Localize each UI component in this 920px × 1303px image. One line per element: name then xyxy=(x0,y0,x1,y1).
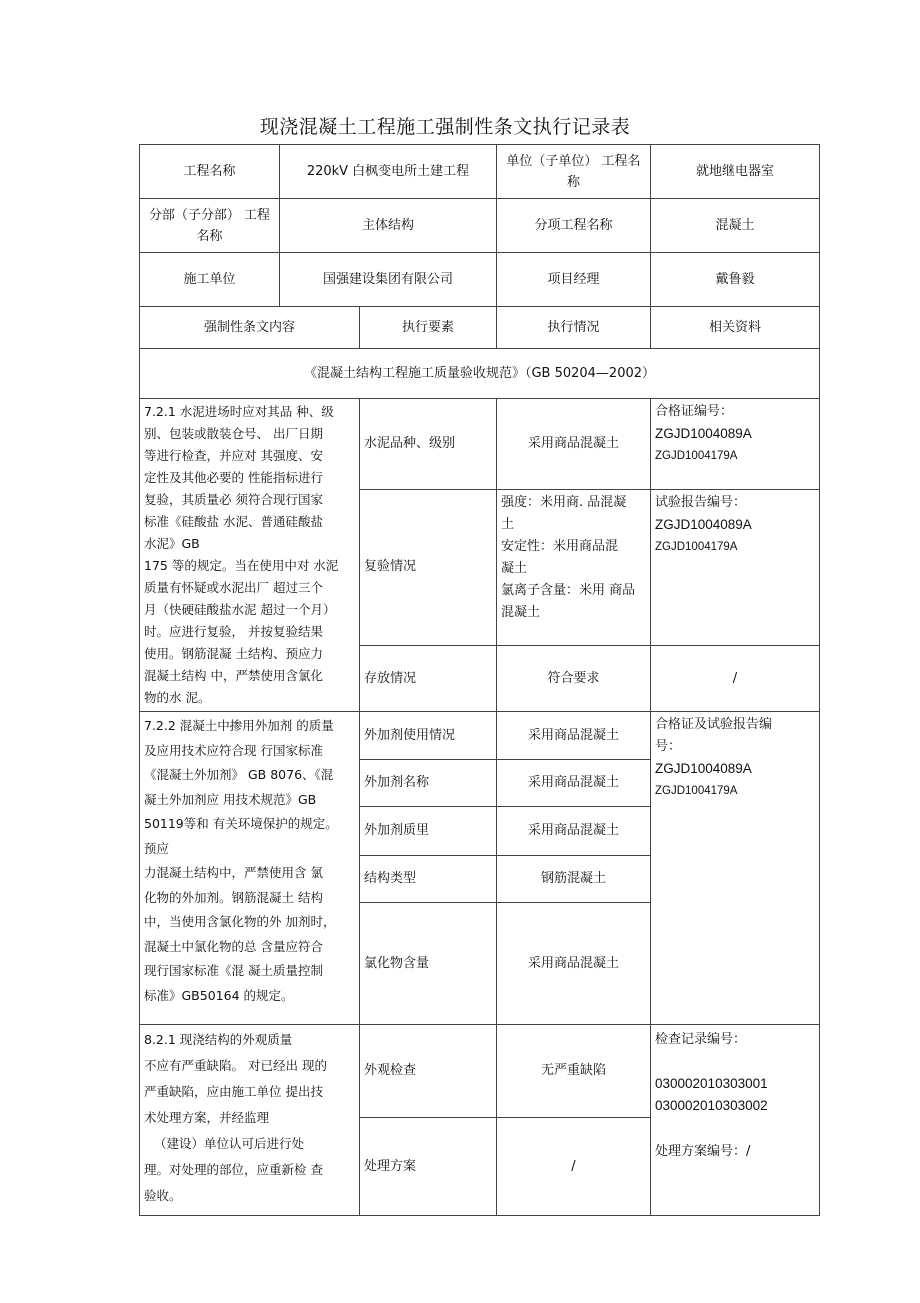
column-elements: 执行要素 xyxy=(360,307,497,349)
clause-7-2-1: 7.2.1 水泥进场时应对其品 种、级 别、包装或散装仓号、 出厂日期 等进行检查，并应对 其强度、安 定性及其他必要的 性能指标进行 复验，其质量必 须符合现行国家 标准《硅酸盐 水泥、普通硅酸盐 水泥》GB 175 等的规定。当在使用中对 水泥 质量有怀疑或水泥出厂 超过三个 月（快硬硅酸盐水泥 超过一个月） 时。应进行复验， 并按复验结果 使用。钢筋混凝 土结构、预应力 混凝土结构 中，严禁使用含氯化 物的水 泥。 xyxy=(140,399,360,712)
table-row xyxy=(140,1025,820,1118)
element-admixture-quality: 外加剂质里 xyxy=(360,807,497,856)
contractor-label: 施工单位 xyxy=(140,253,280,307)
clause-7-2-2: 7.2.2 混凝土中掺用外加剂 的质量 及应用技术应符合现 行国家标准 《混凝土外加剂》 GB 8076、《混 凝土外加剂应 用技术规范》GB 50119等和 有关环境保护的规定。 预应 力混凝土结构中，严禁使用含 氯 化物的外加剂。钢筋混凝土 结构 中，当使用含氯化物的外 加剂时， 混凝土中氯化物的总 含量应符合 现行国家标准《混 凝土质量控制 标准》GB50164 的规定。 xyxy=(140,712,360,1025)
element-cement-type: 水泥品种、级别 xyxy=(360,399,497,490)
element-structure-type: 结构类型 xyxy=(360,856,497,903)
status-admixture-name: 采用商品混凝土 xyxy=(497,760,651,807)
material-storage: / xyxy=(651,646,820,712)
standard-row xyxy=(140,349,820,399)
status-treatment-plan: / xyxy=(497,1118,651,1216)
contractor-value: 国强建设集团有限公司 xyxy=(280,253,497,307)
element-chloride: 氯化物含量 xyxy=(360,903,497,1025)
clause-8-2-1: 8.2.1 现浇结构的外观质量 不应有严重缺陷。 对已经出 现的 严重缺陷，应由施工单位 提出技 术处理方案，并经监理 （建设）单位认可后进行处 理。对处理的部位，应重新检 查 验收。 xyxy=(140,1025,360,1216)
material-certificate: 合格证编号： ZGJD1004089A ZGJD1004179A xyxy=(651,399,820,490)
column-content: 强制性条文内容 xyxy=(140,307,360,349)
column-materials: 相关资料 xyxy=(651,307,820,349)
status-storage: 符合要求 xyxy=(497,646,651,712)
page-title: 现浇混凝土工程施工强制性条文执行记录表 xyxy=(259,116,631,138)
table-row xyxy=(140,399,820,490)
item-value: 混凝土 xyxy=(651,199,820,253)
element-admixture-use: 外加剂使用情况 xyxy=(360,712,497,760)
status-structure-type: 钢筋混凝土 xyxy=(497,856,651,903)
element-appearance: 外观检查 xyxy=(360,1025,497,1118)
column-header-row xyxy=(140,307,820,349)
manager-label: 项目经理 xyxy=(497,253,651,307)
status-appearance: 无严重缺陷 xyxy=(497,1025,651,1118)
manager-value: 戴鲁毅 xyxy=(651,253,820,307)
status-admixture-quality: 采用商品混凝土 xyxy=(497,807,651,856)
unit-value: 就地继电器室 xyxy=(651,145,820,199)
material-admixture-docs: 合格证及试验报告编 号： ZGJD1004089A ZGJD1004179A xyxy=(651,712,820,1025)
sub-value: 主体结构 xyxy=(280,199,497,253)
header-row-contractor xyxy=(140,253,820,307)
project-name-label: 工程名称 xyxy=(140,145,280,199)
status-admixture-use: 采用商品混凝土 xyxy=(497,712,651,760)
status-chloride: 采用商品混凝土 xyxy=(497,903,651,1025)
standard-reference: 《混凝土结构工程施工质量验收规范》（GB 50204—2002） xyxy=(140,349,820,399)
table-row xyxy=(140,712,820,760)
sub-label: 分部（子分部） 工程名称 xyxy=(140,199,280,253)
element-retest: 复验情况 xyxy=(360,489,497,646)
item-label: 分项工程名称 xyxy=(497,199,651,253)
material-test-report: 试验报告编号： ZGJD1004089A ZGJD1004179A xyxy=(651,489,820,646)
record-table xyxy=(139,144,820,1216)
header-row-project xyxy=(140,145,820,199)
element-treatment-plan: 处理方案 xyxy=(360,1118,497,1216)
status-retest: 强度：米用商. 品混凝 土 安定性：米用商品混 凝土 氯离子含量：米用 商品 混凝土 xyxy=(497,489,651,646)
material-inspection-records: 检查记录编号： 030002010303001 030002010303002 处理方案编号：/ xyxy=(651,1025,820,1216)
status-cement-type: 采用商品混凝土 xyxy=(497,399,651,490)
column-status: 执行情况 xyxy=(497,307,651,349)
project-name-value: 220kV 白枫变电所土建工程 xyxy=(280,145,497,199)
element-admixture-name: 外加剂名称 xyxy=(360,760,497,807)
element-storage: 存放情况 xyxy=(360,646,497,712)
header-row-subdivision xyxy=(140,199,820,253)
unit-label: 单位（子单位） 工程名称 xyxy=(497,145,651,199)
